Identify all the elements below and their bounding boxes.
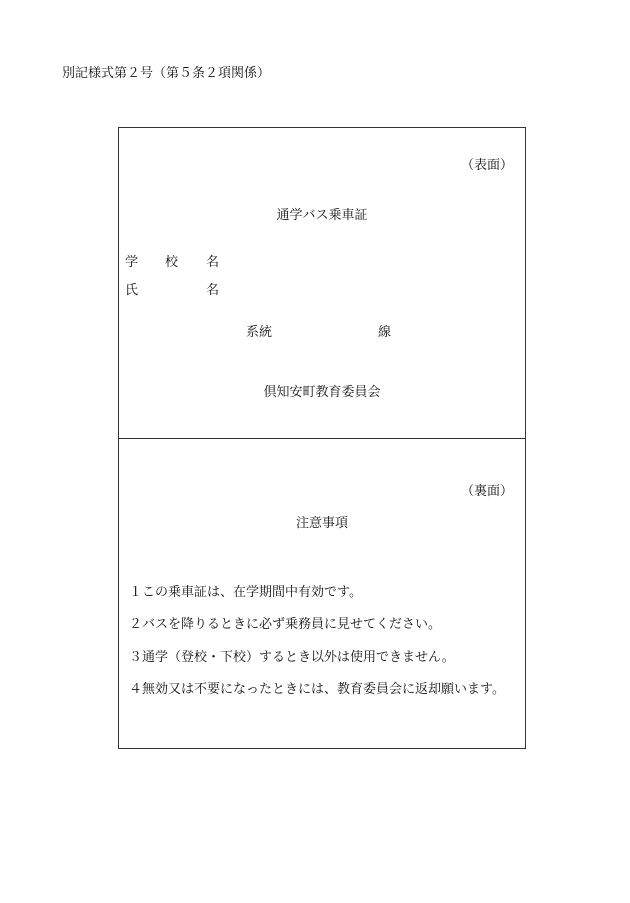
note-item-3: ３通学（登校・下校）するとき以外は使用できません。 [129, 650, 455, 665]
note-item-4: ４無効又は不要になったときには、教育委員会に返却願います。 [129, 682, 505, 697]
note-item-1: １この乗車証は、在学期間中有効です。 [129, 585, 362, 600]
note-item-2: ２バスを降りるときに必ず乗務員に見せてください。 [129, 617, 442, 632]
school-name-label-char-1: 学 [125, 255, 139, 270]
pass-title: 通学バス乗車証 [276, 208, 368, 223]
pass-back-card [118, 438, 526, 749]
pass-front-card [118, 127, 526, 439]
school-name-label-char-2: 校 [165, 255, 179, 270]
issuer-name: 倶知安町教育委員会 [263, 385, 381, 400]
front-side-label: （表面） [460, 158, 513, 173]
back-side-label: （裏面） [460, 484, 513, 499]
form-number: 別記様式第２号（第５条２項関係） [62, 66, 271, 81]
route-label-prefix: 系統 [246, 325, 273, 340]
student-name-label-char-2: 名 [206, 283, 220, 298]
route-label-suffix: 線 [378, 325, 392, 340]
school-name-label-char-3: 名 [206, 255, 220, 270]
student-name-label-char-1: 氏 [125, 283, 139, 298]
notes-title: 注意事項 [295, 516, 348, 531]
